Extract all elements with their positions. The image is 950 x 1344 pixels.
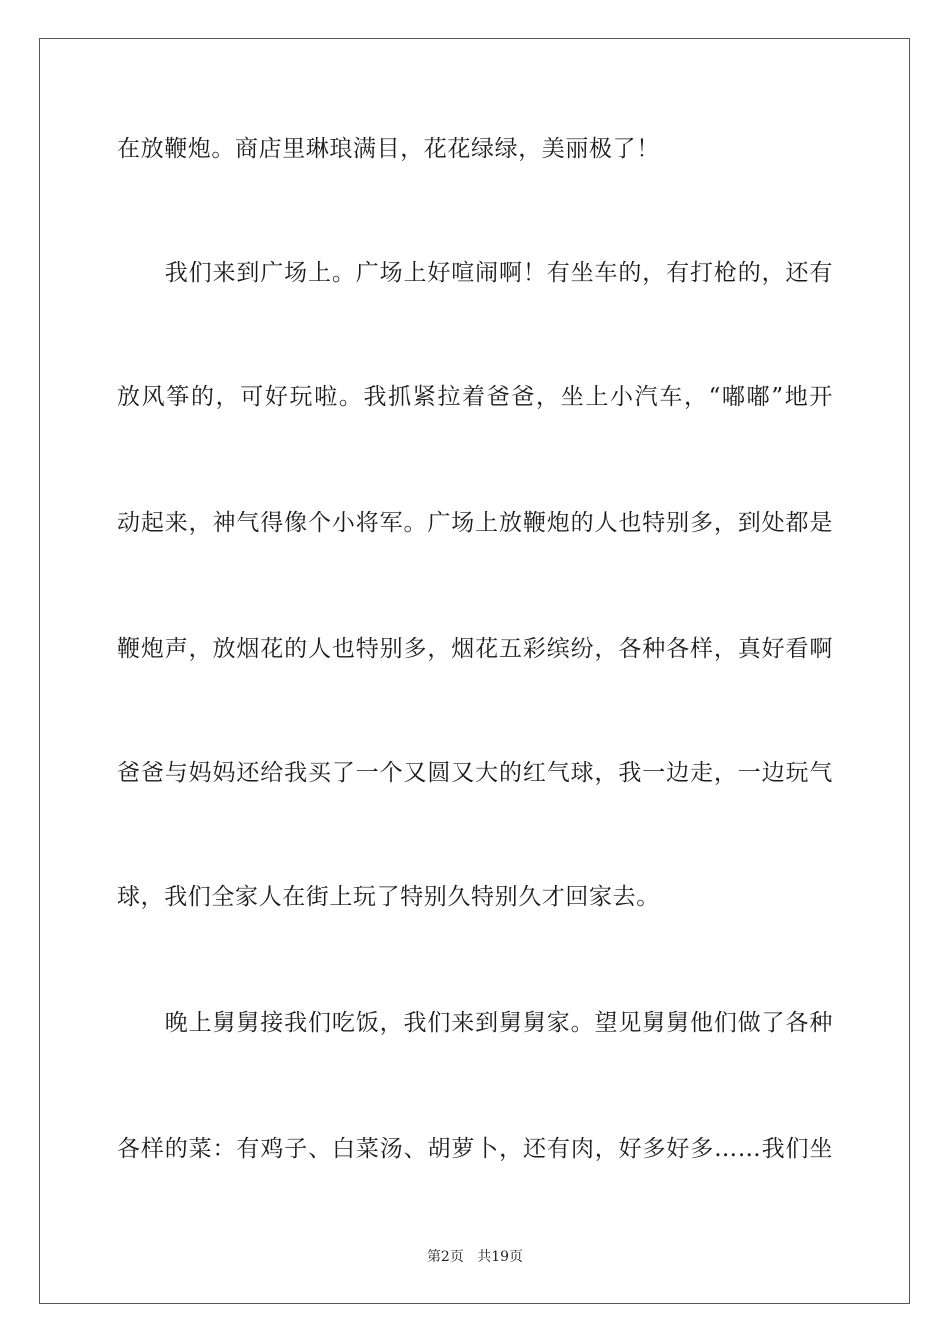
text-line-1: 在放鞭炮。商店里琳琅满目，花花绿绿，美丽极了！: [117, 136, 660, 162]
text-line-4: 动起来，神气得像个小将军。广场上放鞭炮的人也特别多，到处都是: [117, 510, 833, 536]
text-line-3: 放风筝的，可好玩啦。我抓紧拉着爸爸，坐上小汽车，“嘟嘟”地开: [117, 384, 833, 410]
page-number: 第2页: [426, 1249, 464, 1265]
text-line-5: 鞭炮声，放烟花的人也特别多，烟花五彩缤纷，各种各样，真好看啊: [117, 636, 833, 662]
text-line-2: 我们来到广场上。广场上好喧闹啊！有坐车的，有打枪的，还有: [117, 260, 833, 286]
text-line-6: 爸爸与妈妈还给我买了一个又圆又大的红气球，我一边走，一边玩气: [117, 760, 833, 786]
text-line-7: 球，我们全家人在街上玩了特别久特别久才回家去。: [117, 884, 660, 910]
page-border: [39, 38, 910, 1304]
text-line-8: 晚上舅舅接我们吃饭，我们来到舅舅家。望见舅舅他们做了各种: [117, 1010, 833, 1036]
total-pages: 共19页: [477, 1249, 524, 1265]
text-line-9: 各样的菜：有鸡子、白菜汤、胡萝卜，还有肉，好多好多……我们坐: [117, 1136, 833, 1162]
page-footer: [0, 1248, 950, 1266]
